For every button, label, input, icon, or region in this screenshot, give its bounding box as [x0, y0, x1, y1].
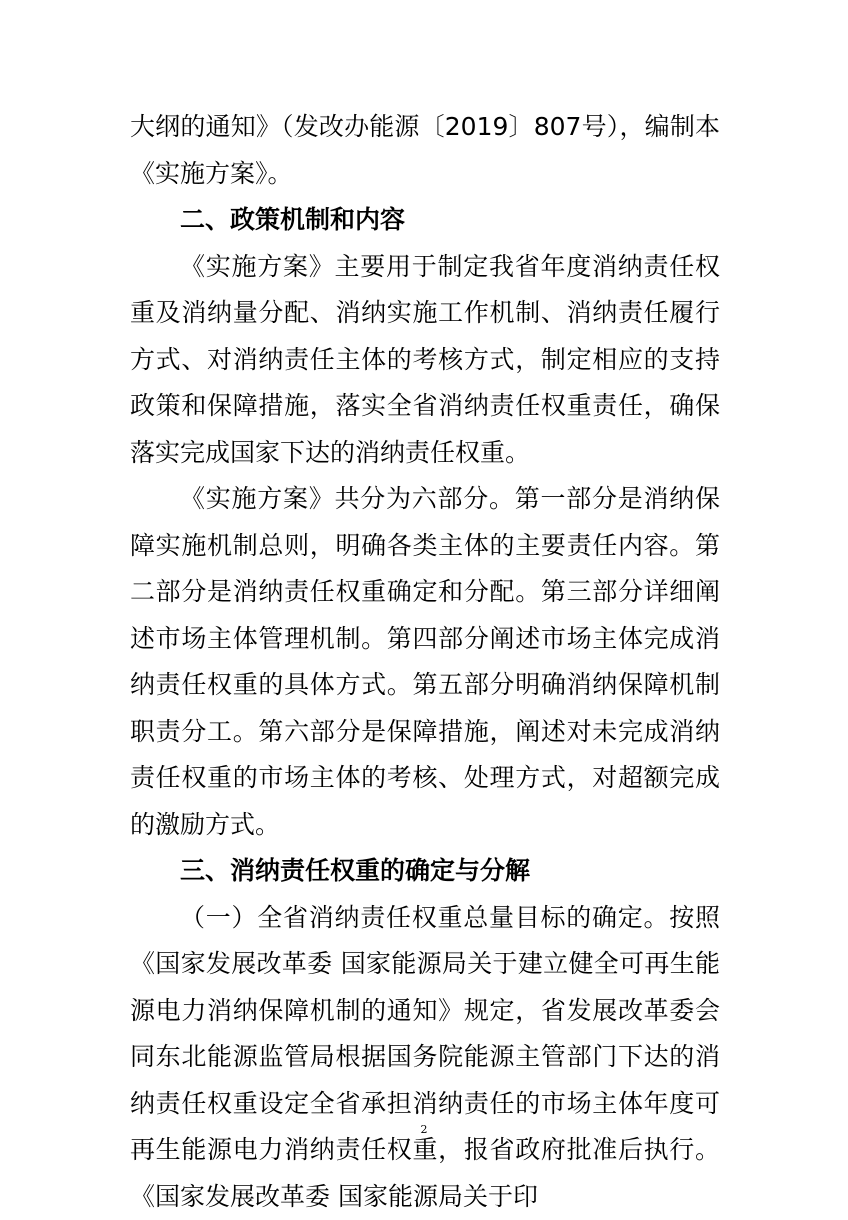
paragraph-structure: 《实施方案》共分为六部分。第一部分是消纳保障实施机制总则，明确各类主体的主要责任内容。第二部分是消纳责任权重确定和分配。第三部分详细阐述市场主体管理机制。第四部分阐述市场主体完成消纳责任权重的具体方式。第五部分明确消纳保障机制职责分工。第六部分是保障措施，阐述对未完成消纳责任权重的市场主体的考核、处理方式，对超额完成的激励方式。: [130, 476, 720, 848]
page-number: 2: [0, 1123, 848, 1137]
paragraph-purpose: 《实施方案》主要用于制定我省年度消纳责任权重及消纳量分配、消纳实施工作机制、消纳责任履行方式、对消纳责任主体的考核方式，制定相应的支持政策和保障措施，落实全省消纳责任权重责任，确保落实完成国家下达的消纳责任权重。: [130, 244, 720, 477]
section-heading-3: 三、消纳责任权重的确定与分解: [130, 848, 720, 895]
section-heading-2: 二、政策机制和内容: [130, 197, 720, 244]
paragraph-continuation: 大纲的通知》（发改办能源〔2019〕807号），编制本《实施方案》。: [130, 104, 720, 197]
paragraph-total-target: （一）全省消纳责任权重总量目标的确定。按照《国家发展改革委 国家能源局关于建立健全可再生能源电力消纳保障机制的通知》规定，省发展改革委会同东北能源监管局根据国务院能源主管部门下达的消纳责任权重设定全省承担消纳责任的市场主体年度可再生能源电力消纳责任权重，报省政府批准后执行。《国家发展改革委 国家能源局关于印: [130, 895, 720, 1220]
document-body: [130, 104, 720, 1220]
